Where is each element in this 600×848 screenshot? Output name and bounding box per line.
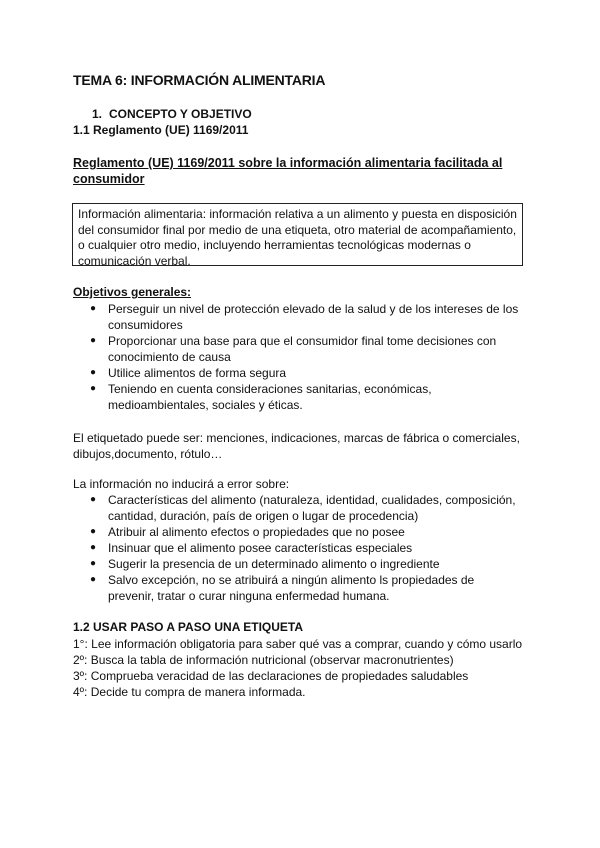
bullet-icon: ● — [90, 383, 97, 394]
section-heading-concepto — [92, 107, 252, 121]
list-item-line: consumidores — [108, 318, 183, 332]
document-title: TEMA 6: INFORMACIÓN ALIMENTARIA — [73, 72, 326, 88]
list-item-line: prevenir, tratar o curar ninguna enfermedad humana. — [108, 589, 390, 603]
bullet-icon: ● — [90, 335, 97, 346]
list-item-line: Teniendo en cuenta consideraciones sanitarias, económicas, — [108, 382, 432, 396]
step-line: 4º: Decide tu compra de manera informada. — [73, 685, 306, 699]
section-heading-paso: 1.2 USAR PASO A PASO UNA ETIQUETA — [73, 620, 304, 634]
list-item — [90, 333, 518, 365]
step-line: 3º: Comprueba veracidad de las declaraciones de propiedades saludables — [73, 669, 469, 683]
section-number: 1. — [92, 107, 103, 121]
objectives-heading: Objetivos generales: — [73, 285, 192, 299]
bullet-icon: ● — [90, 542, 97, 553]
bullet-icon: ● — [90, 558, 97, 569]
list-item-line: conocimiento de causa — [108, 350, 231, 364]
list-item — [90, 540, 516, 556]
list-item-line: Utilice alimentos de forma segura — [108, 366, 287, 380]
steps-list — [73, 636, 522, 700]
list-item — [90, 524, 516, 540]
section-label: CONCEPTO Y OBJETIVO — [109, 107, 252, 121]
list-item-line: Insinuar que el alimento posee características especiales — [108, 541, 413, 555]
definition-line: Información alimentaria: información relativa a un alimento y puesta en disposición — [78, 207, 517, 221]
list-item-line: Salvo excepción, no se atribuirá a ningún alimento ls propiedades de — [108, 573, 475, 587]
list-item-line: cantidad, duración, país de origen o lugar de procedencia) — [108, 509, 419, 523]
list-item — [90, 556, 516, 572]
definition-line: del consumidor final por medio de una etiqueta, otro material de acompañamiento, — [78, 222, 517, 237]
definition-box — [72, 203, 523, 266]
bullet-icon: ● — [90, 574, 97, 585]
step-line: 2º: Busca la tabla de información nutricional (observar macronutrientes) — [73, 653, 454, 667]
list-item — [90, 365, 518, 381]
list-item-line: medioambientales, sociales y éticas. — [108, 398, 303, 412]
bullet-icon: ● — [90, 526, 97, 537]
list-item-line: Sugerir la presencia de un determinado alimento o ingrediente — [108, 557, 440, 571]
bullet-icon: ● — [90, 494, 97, 505]
list-item — [90, 572, 516, 604]
list-item — [90, 381, 518, 413]
paragraph-line: El etiquetado puede ser: menciones, indicaciones, marcas de fábrica o comerciales, — [73, 431, 520, 445]
definition-line: comunicación verbal. — [78, 253, 191, 268]
bullet-icon: ● — [90, 303, 97, 314]
labeling-paragraph — [73, 430, 520, 462]
misleading-list — [90, 492, 516, 604]
list-item-line: Proporcionar una base para que el consumidor final tome decisiones con — [108, 334, 497, 348]
list-item — [90, 301, 518, 333]
step-line: 1°: Lee información obligatoria para saber qué vas a comprar, cuando y cómo usarlo — [73, 637, 523, 651]
list-item — [90, 492, 516, 524]
subsection-heading: 1.1 Reglamento (UE) 1169/2011 — [73, 123, 249, 137]
list-item-line: Características del alimento (naturaleza, identidad, cualidades, composición, — [108, 493, 516, 507]
regulation-heading — [73, 155, 533, 187]
list-item-line: Perseguir un nivel de protección elevado de la salud y de los intereses de los — [108, 302, 519, 316]
list-item-line: Atribuir al alimento efectos o propiedades que no posee — [108, 525, 405, 539]
paragraph-line: dibujos,documento, rótulo… — [73, 447, 223, 461]
regulation-heading-line: consumidor — [73, 172, 145, 186]
definition-line: o cualquier otro medio, incluyendo herramientas tecnológicas modernas o — [78, 238, 471, 252]
bullet-icon: ● — [90, 367, 97, 378]
objectives-list — [90, 301, 518, 413]
regulation-heading-line: Reglamento (UE) 1169/2011 sobre la información alimentaria facilitada al — [73, 156, 503, 170]
misleading-intro: La información no inducirá a error sobre: — [73, 477, 290, 491]
